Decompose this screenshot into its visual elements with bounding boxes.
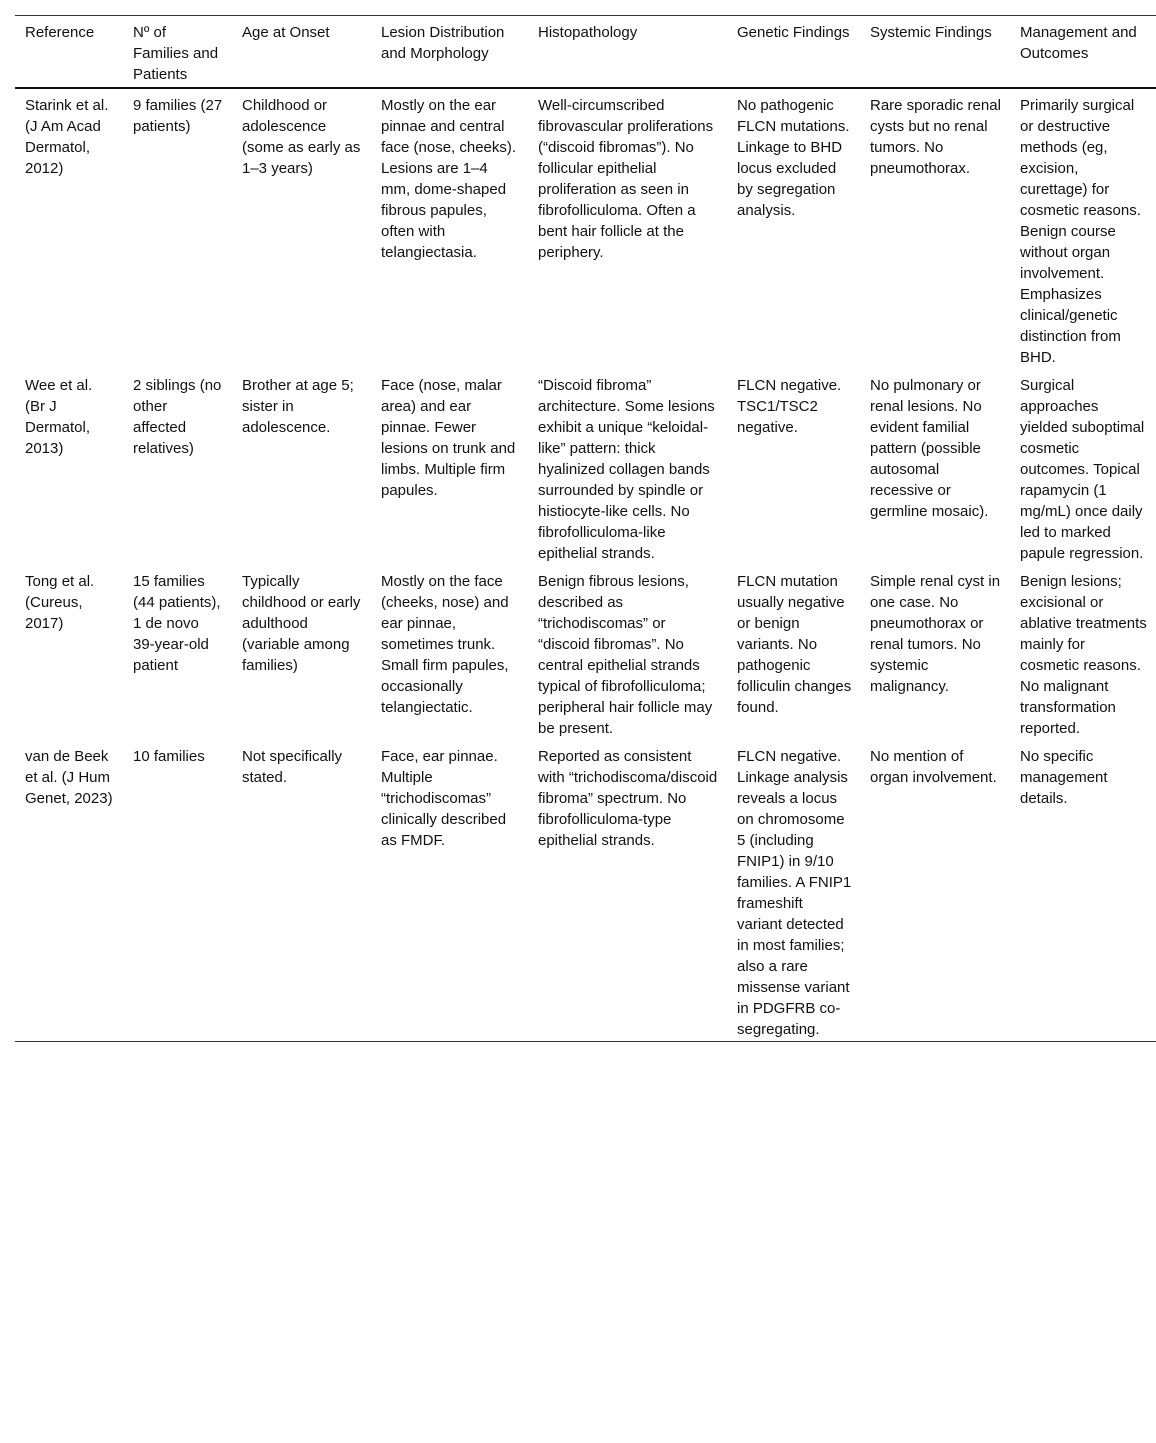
cell-systemic-findings: Simple renal cyst in one case. No pneumothorax or renal tumors. No systemic malignancy. — [870, 573, 1001, 695]
cell-management-outcomes: Surgical approaches yielded suboptimal cosmetic outcomes. Topical rapamycin (1 mg/mL) once daily led to marked papule regression. — [1020, 377, 1145, 562]
cell-families-patients: 9 families (27 patients) — [133, 97, 223, 135]
header-histopathology: Histopathology — [538, 24, 638, 41]
cell-systemic-findings: No pulmonary or renal lesions. No evident familial pattern (possible autosomal recessive or germline mosaic). — [870, 377, 989, 520]
header-genetic-findings: Genetic Findings — [737, 24, 850, 41]
table-row — [15, 369, 1156, 565]
comparison-table-container — [15, 15, 1156, 1042]
table-row — [15, 740, 1156, 1042]
comparison-table — [15, 15, 1156, 1042]
cell-age-at-onset: Brother at age 5; sister in adolescence. — [242, 377, 354, 436]
cell-genetic-findings: FLCN negative. Linkage analysis reveals a locus on chromosome 5 (including FNIP1) in 9/10 families. A FNIP1 frameshift variant detected in most families; also a rare missense variant in PDGFRB co-segregating. — [737, 748, 852, 1038]
table-row — [15, 88, 1156, 369]
cell-age-at-onset: Childhood or adolescence (some as early as 1–3 years) — [242, 97, 361, 177]
cell-histopathology: “Discoid fibroma” architecture. Some lesions exhibit a unique “keloidal-like” pattern: thick hyalinized collagen bands surrounded by spindle or histiocyte-like cells. No fibrofolliculoma-like epithelial strands. — [538, 377, 715, 562]
header-lesion-distribution: Lesion Distribution and Morphology — [381, 24, 505, 62]
cell-histopathology: Reported as consistent with “trichodiscoma/discoid fibroma” spectrum. No fibrofolliculoma-type epithelial strands. — [538, 748, 718, 849]
header-families-patients: Nº of Families and Patients — [133, 24, 219, 83]
cell-histopathology: Benign fibrous lesions, described as “trichodiscomas” or “discoid fibromas”. No central epithelial strands typical of fibrofolliculoma; peripheral hair follicle may be present. — [538, 573, 713, 737]
cell-systemic-findings: Rare sporadic renal cysts but no renal tumors. No pneumothorax. — [870, 97, 1001, 177]
table-row — [15, 565, 1156, 740]
header-reference: Reference — [25, 24, 95, 41]
header-row — [15, 16, 1156, 89]
cell-reference: Wee et al. (Br J Dermatol, 2013) — [25, 377, 93, 457]
header-age-at-onset: Age at Onset — [242, 24, 330, 41]
cell-genetic-findings: FLCN negative. TSC1/TSC2 negative. — [737, 377, 842, 436]
cell-reference: Starink et al. (J Am Acad Dermatol, 2012) — [25, 97, 109, 177]
cell-families-patients: 10 families — [133, 748, 205, 765]
cell-genetic-findings: FLCN mutation usually negative or benign variants. No pathogenic folliculin changes found. — [737, 573, 852, 716]
table-header — [15, 16, 1156, 89]
cell-genetic-findings: No pathogenic FLCN mutations. Linkage to BHD locus excluded by segregation analysis. — [737, 97, 850, 219]
cell-histopathology: Well-circumscribed fibrovascular proliferations (“discoid fibromas”). No follicular epithelial proliferation as seen in fibrofolliculoma. Often a bent hair follicle at the periphery. — [538, 97, 714, 261]
cell-systemic-findings: No mention of organ involvement. — [870, 748, 997, 786]
header-systemic-findings: Systemic Findings — [870, 24, 992, 41]
cell-lesion-distribution: Face (nose, malar area) and ear pinnae. Fewer lesions on trunk and limbs. Multiple firm papules. — [381, 377, 516, 499]
header-management-outcomes: Management and Outcomes — [1020, 24, 1137, 62]
cell-families-patients: 15 families (44 patients), 1 de novo 39-year-old patient — [133, 573, 221, 674]
cell-management-outcomes: Primarily surgical or destructive methods (eg, excision, curettage) for cosmetic reasons. Benign course without organ involvement. Emphasizes clinical/genetic distinction from BHD. — [1020, 97, 1141, 366]
table-body — [15, 88, 1156, 1042]
cell-management-outcomes: No specific management details. — [1020, 748, 1108, 807]
cell-families-patients: 2 siblings (no other affected relatives) — [133, 377, 222, 457]
cell-management-outcomes: Benign lesions; excisional or ablative treatments mainly for cosmetic reasons. No malignant transformation reported. — [1020, 573, 1147, 737]
cell-reference: van de Beek et al. (J Hum Genet, 2023) — [25, 748, 113, 807]
cell-lesion-distribution: Mostly on the ear pinnae and central face (nose, cheeks). Lesions are 1–4 mm, dome-shaped fibrous papules, often with telangiectasia. — [381, 97, 517, 261]
cell-age-at-onset: Not specifically stated. — [242, 748, 343, 786]
cell-reference: Tong et al. (Cureus, 2017) — [25, 573, 95, 632]
cell-age-at-onset: Typically childhood or early adulthood (variable among families) — [242, 573, 361, 674]
cell-lesion-distribution: Face, ear pinnae. Multiple “trichodiscomas” clinically described as FMDF. — [381, 748, 507, 849]
cell-lesion-distribution: Mostly on the face (cheeks, nose) and ear pinnae, sometimes trunk. Small firm papules, occasionally telangiectatic. — [381, 573, 509, 716]
